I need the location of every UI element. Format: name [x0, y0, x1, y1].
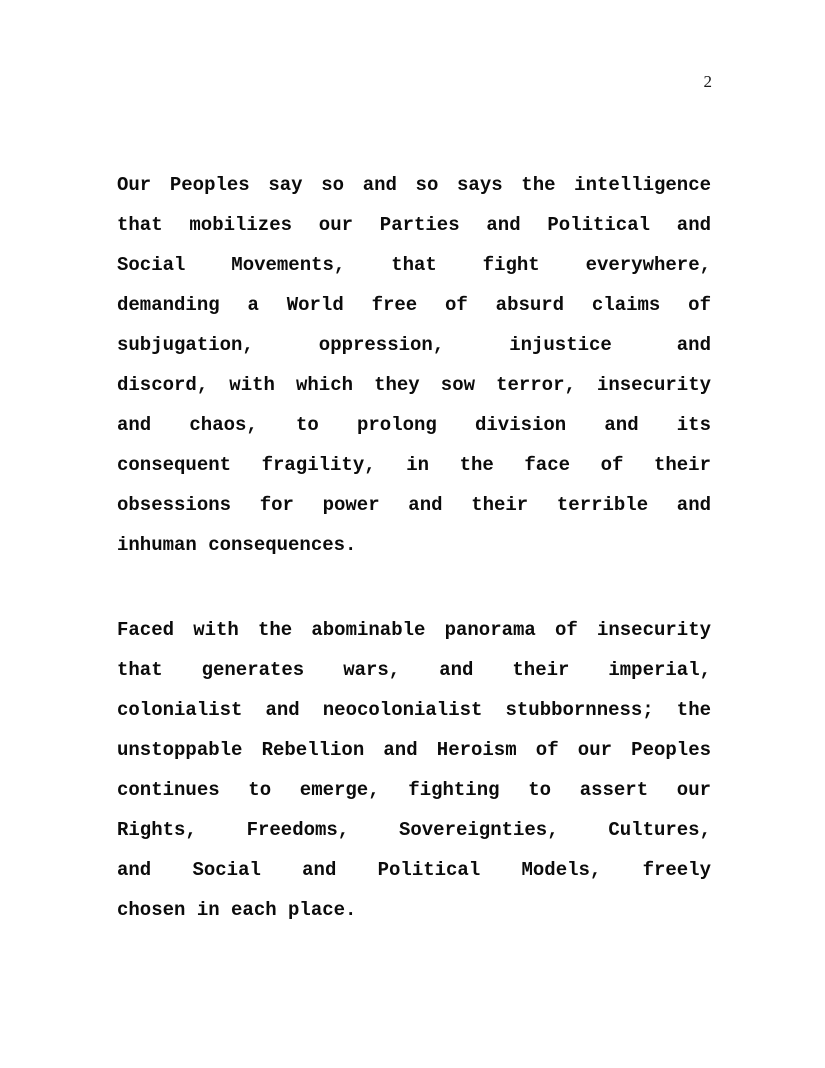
text-line: that generates wars, and their imperial,	[117, 659, 711, 681]
text-line: inhuman consequences.	[117, 534, 357, 556]
text-line: colonialist and neocolonialist stubbornness; the	[117, 699, 711, 721]
text-line: unstoppable Rebellion and Heroism of our Peoples	[117, 739, 711, 761]
text-line: chosen in each place.	[117, 899, 357, 921]
text-line: consequent fragility, in the face of their	[117, 454, 711, 476]
text-line: demanding a World free of absurd claims of	[117, 294, 711, 316]
text-line: continues to emerge, fighting to assert our	[117, 779, 711, 801]
text-line: Faced with the abominable panorama of insecurity	[117, 619, 711, 641]
text-line: Our Peoples say so and so says the intelligence	[117, 174, 711, 196]
text-line: that mobilizes our Parties and Political and	[117, 214, 711, 236]
text-line: and Social and Political Models, freely	[117, 859, 711, 881]
paragraph	[117, 610, 711, 930]
text-line: discord, with which they sow terror, insecurity	[117, 374, 711, 396]
text-line: subjugation, oppression, injustice and	[117, 334, 711, 356]
text-line: Social Movements, that fight everywhere,	[117, 254, 711, 276]
text-line: Rights, Freedoms, Sovereignties, Cultures,	[117, 819, 711, 841]
paragraph	[117, 165, 711, 565]
page-number: 2	[703, 72, 712, 91]
text-line: obsessions for power and their terrible and	[117, 494, 711, 516]
document-body	[117, 165, 711, 975]
text-line: and chaos, to prolong division and its	[117, 414, 711, 436]
